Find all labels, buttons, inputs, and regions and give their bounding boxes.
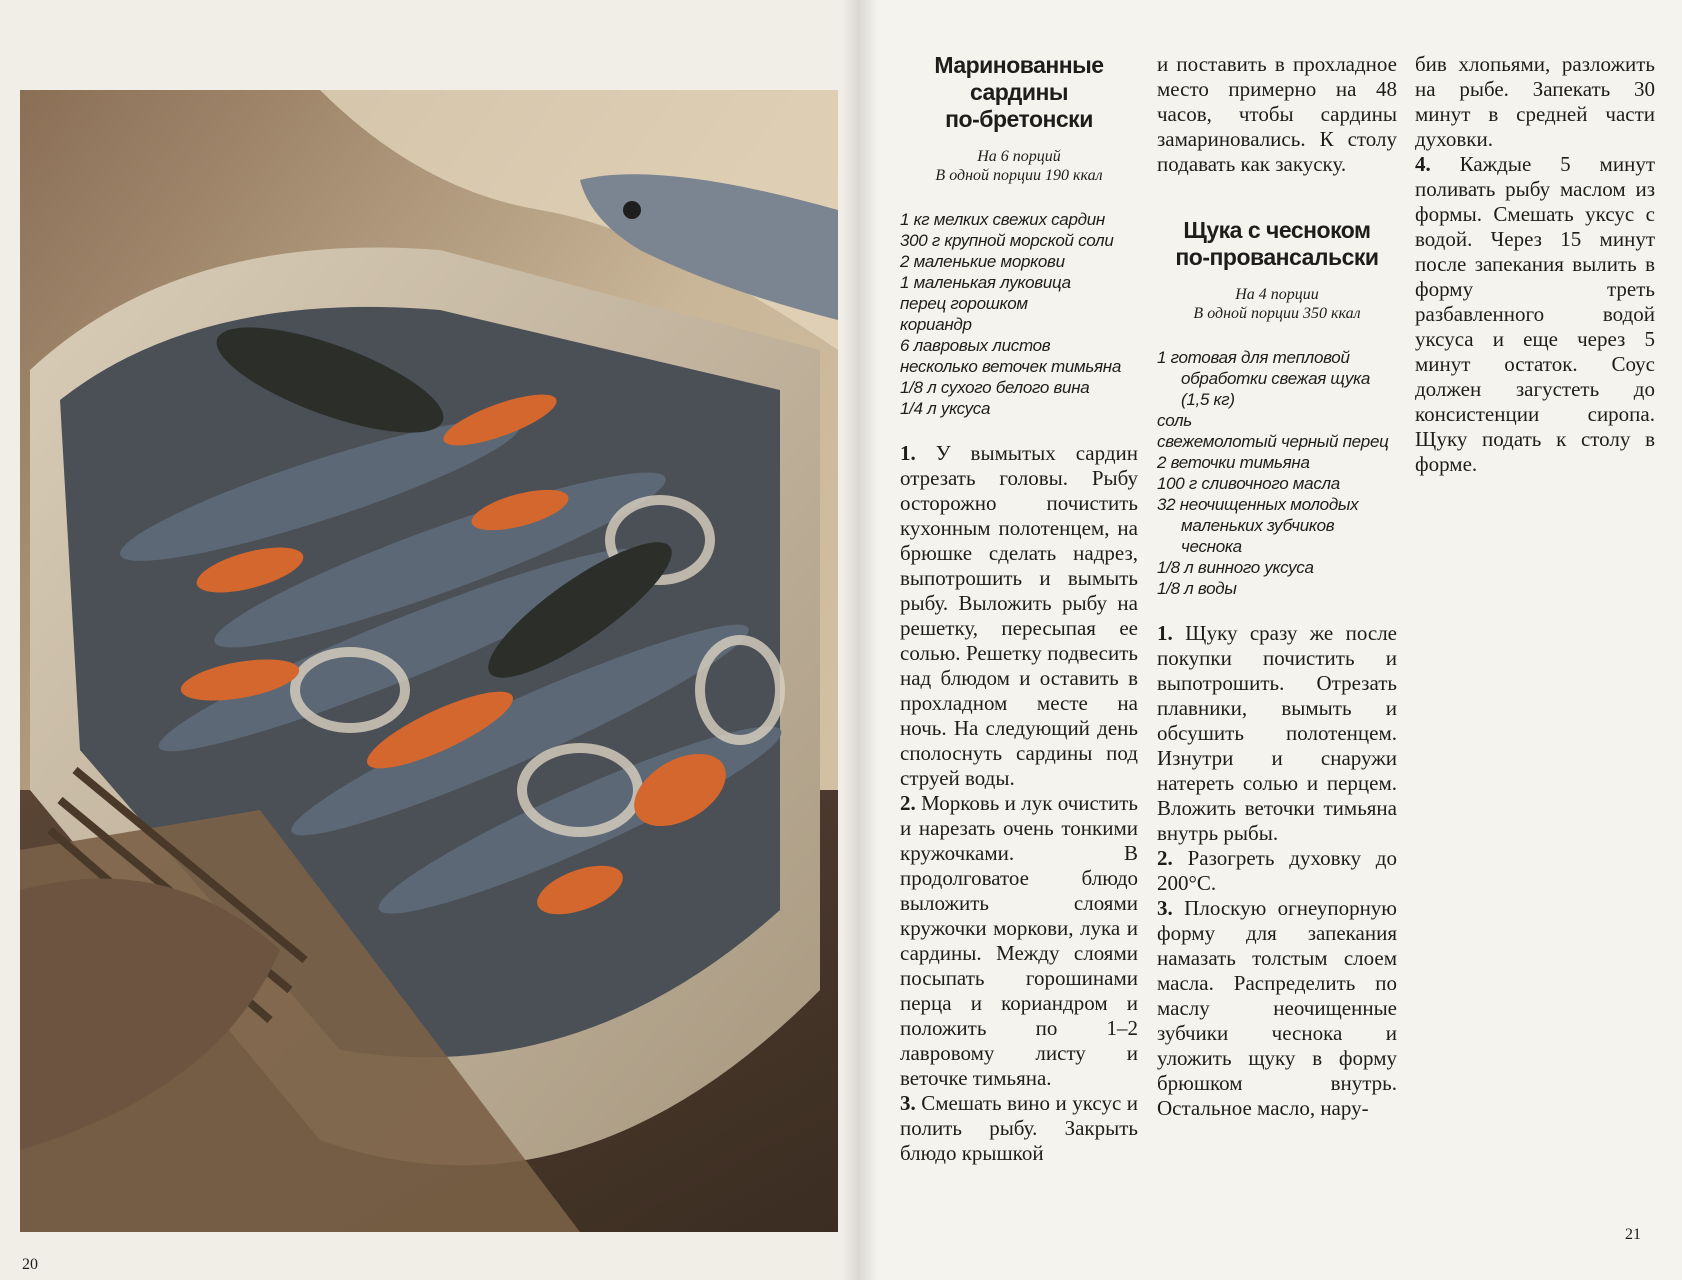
recipe2-ingredients bbox=[1157, 347, 1397, 599]
ingredient: 100 г сливочного масла bbox=[1157, 474, 1340, 493]
ingredient: 2 маленькие моркови bbox=[900, 252, 1065, 271]
step-number: 4. bbox=[1415, 152, 1431, 176]
step-text: Плоскую огнеупорную форму для запекания намазать толстым слоем масла. Распределить по маслу неочищенные зубчики чеснока и уложить щуку в форму брюшком внутрь. Остальное масло, нару- bbox=[1157, 896, 1397, 1120]
recipe2-continuation: бив хлопьями, разложить на рыбе. Запекать 30 минут в средней части духовки. bbox=[1415, 52, 1655, 151]
recipe2-steps-part2 bbox=[1415, 152, 1655, 477]
recipe1-title-line: сардины bbox=[969, 79, 1069, 105]
step-text: Разогреть духовку до 200°С. bbox=[1157, 846, 1397, 895]
step-number: 1. bbox=[900, 441, 916, 465]
step-number: 2. bbox=[900, 791, 916, 815]
step-number: 2. bbox=[1157, 846, 1173, 870]
step bbox=[1157, 896, 1397, 1121]
step-text: Щуку сразу же после покупки почистить и выпотрошить. Отрезать плавники, вымыть и обсушить полотенцем. Изнутри и снаружи натереть солью и перцем. Вложить веточки тимьяна внутрь рыбы. bbox=[1157, 621, 1398, 845]
recipe2-title bbox=[1157, 217, 1397, 271]
page-number-left: 20 bbox=[22, 1256, 38, 1273]
recipe2-meta bbox=[1157, 285, 1397, 323]
recipe1-continuation: и поставить в прохладное место примерно на 48 часов, чтобы сардины замариновались. К столу подавать как закуску. bbox=[1157, 52, 1397, 176]
recipe1-meta bbox=[900, 147, 1138, 185]
photo-illustration bbox=[20, 90, 838, 1232]
column-1 bbox=[900, 52, 1138, 1166]
column-2 bbox=[1157, 52, 1397, 1121]
spacer bbox=[1157, 177, 1397, 217]
step-number: 3. bbox=[1157, 896, 1173, 920]
ingredient: 6 лавровых листов bbox=[900, 336, 1051, 355]
ingredient: 1 кг мелких свежих сардин bbox=[900, 210, 1105, 229]
recipe2-title-line: по-провансальски bbox=[1175, 244, 1379, 270]
step bbox=[900, 1091, 1138, 1166]
ingredient: 1/8 л винного уксуса bbox=[1157, 558, 1314, 577]
step bbox=[900, 791, 1138, 1091]
ingredient: 1 готовая для тепловой обработки свежая щука (1,5 кг) bbox=[1157, 348, 1371, 409]
column-3 bbox=[1415, 52, 1655, 477]
step bbox=[1157, 621, 1397, 846]
ingredient: 1/8 л воды bbox=[1157, 579, 1237, 598]
recipe2-calories: В одной порции 350 ккал bbox=[1193, 305, 1361, 322]
step-text: Каждые 5 минут поливать рыбу маслом из формы. Смешать уксус с водой. Через 15 минут после запекания вылить в форму треть разбавленного водой уксуса и еще через 5 минут остаток. Соус должен загустеть до консистенции сиропа. Щуку подать к столу в форме. bbox=[1415, 152, 1655, 476]
ingredient: свежемолотый черный перец bbox=[1157, 432, 1389, 451]
recipe1-ingredients bbox=[900, 209, 1138, 419]
step-text: Смешать вино и уксус и полить рыбу. Закрыть блюдо крышкой bbox=[900, 1091, 1139, 1165]
recipe1-calories: В одной порции 190 ккал bbox=[935, 167, 1103, 184]
recipe1-servings: На 6 порций bbox=[977, 148, 1061, 165]
step-text: У вымытых сардин отрезать головы. Рыбу осторожно почистить кухонным полотенцем, на брюшке сделать надрез, выпотрошить и вымыть рыбу. Выложить рыбу на решетку, пересыпая ее солью. Решетку подвесить над блюдом и оставить в прохладном месте на ночь. На следующий день сполоснуть сардины под струей воды. bbox=[900, 441, 1138, 790]
recipe2-steps-part1 bbox=[1157, 621, 1397, 1121]
ingredient: 1/8 л сухого белого вина bbox=[900, 378, 1090, 397]
ingredient: 300 г крупной морской соли bbox=[900, 231, 1114, 250]
ingredient: перец горошком bbox=[900, 294, 1028, 313]
book-gutter bbox=[842, 0, 878, 1280]
ingredient: соль bbox=[1157, 411, 1192, 430]
ingredient: 2 веточки тимьяна bbox=[1157, 453, 1310, 472]
step bbox=[900, 441, 1138, 791]
step-number: 3. bbox=[900, 1091, 916, 1115]
page-number-right: 21 bbox=[1625, 1226, 1641, 1243]
ingredient: 1 маленькая луковица bbox=[900, 273, 1071, 292]
step bbox=[1415, 152, 1655, 477]
recipe1-title-line: Маринованные bbox=[934, 52, 1104, 78]
ingredient: 32 неочищенных молодых маленьких зубчиков чеснока bbox=[1157, 495, 1359, 556]
recipe1-title-line: по-бретонски bbox=[945, 106, 1093, 132]
ingredient: 1/4 л уксуса bbox=[900, 399, 991, 418]
ingredient: несколько веточек тимьяна bbox=[900, 357, 1121, 376]
ingredient: кориандр bbox=[900, 315, 972, 334]
recipe1-title bbox=[900, 52, 1138, 133]
step-number: 1. bbox=[1157, 621, 1173, 645]
recipe2-servings: На 4 порции bbox=[1235, 286, 1319, 303]
step-text: Морковь и лук очистить и нарезать очень тонкими кружочками. В продолговатое блюдо выложить слоями кружочки моркови, лука и сардины. Между слоями посыпать горошинами перца и кориандром и положить по 1–2 лавровому листу и веточке тимьяна. bbox=[900, 791, 1138, 1090]
recipe1-steps bbox=[900, 441, 1138, 1166]
step bbox=[1157, 846, 1397, 896]
marinated-sardines-photo bbox=[20, 90, 838, 1232]
recipe2-title-line: Щука с чесноком bbox=[1183, 217, 1371, 243]
